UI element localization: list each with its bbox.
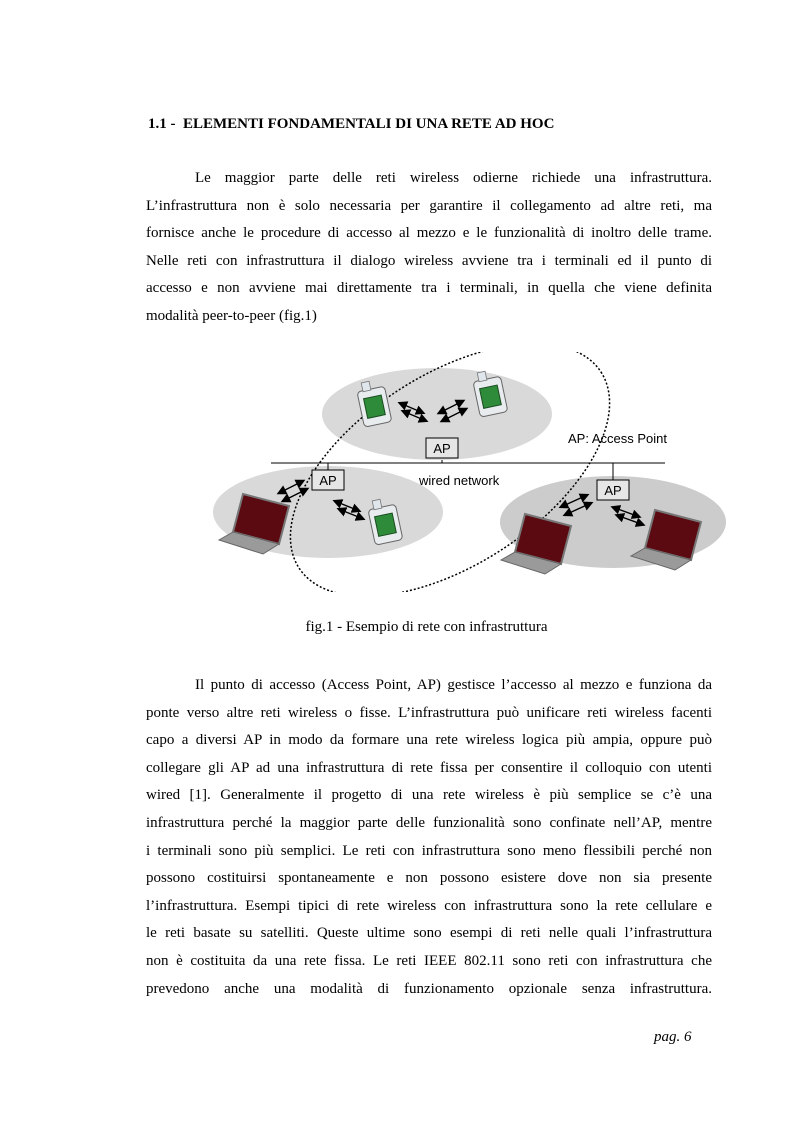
paragraph-line: Le maggior parte delle reti wireless odierne richiede una infrastruttura. xyxy=(195,170,712,186)
paragraph-intro xyxy=(146,165,712,331)
paragraph-line: infrastruttura perché la maggior parte delle funzionalità sono confinate nell’AP, mentre xyxy=(146,814,712,831)
paragraph-line: non è costituita da una rete fissa. Le reti IEEE 802.11 sono reti con infrastruttura che xyxy=(146,952,712,969)
network-figure xyxy=(205,352,735,592)
page-number: pag. 6 xyxy=(654,1029,692,1045)
paragraph-line: possono costituirsi spontaneamente e non possono esistere dove non sia presente xyxy=(146,870,712,887)
paragraph-line: accesso e non avviene mai direttamente tra i terminali, in quella che viene definita xyxy=(146,280,712,297)
paragraph-line: collegare gli AP ad una infrastruttura di rete fissa per consentire il colloquio con utenti xyxy=(146,759,712,776)
figure-caption: fig.1 - Esempio di rete con infrastruttura xyxy=(305,619,548,635)
paragraph-line: wired [1]. Generalmente il progetto di una rete wireless è più semplice se c’è una xyxy=(146,787,712,804)
svg-text:AP: AP xyxy=(319,473,337,488)
paragraph-line: i terminali sono più semplici. Le reti con infrastruttura sono meno flessibili perché non xyxy=(146,842,712,859)
paragraph-line: L’infrastruttura non è solo necessaria per garantire il collegamento ad altre reti, ma xyxy=(146,197,712,214)
svg-text:AP: AP xyxy=(604,483,622,498)
wired-network-label: wired network xyxy=(419,473,500,488)
legend-access-point: AP: Access Point xyxy=(568,431,667,446)
section-heading: 1.1 - ELEMENTI FONDAMENTALI DI UNA RETE AD HOC xyxy=(148,116,555,132)
svg-text:AP: AP xyxy=(433,441,451,456)
paragraph-access-point xyxy=(146,672,712,1003)
access-point-left xyxy=(312,470,344,490)
access-point-right xyxy=(597,480,629,500)
paragraph-line: ponte verso altre reti wireless o fisse. L’infrastruttura può unificare reti wireless facenti xyxy=(146,704,712,721)
paragraph-line: fornisce anche le procedure di accesso al mezzo e le funzionalità di inoltro delle trame. xyxy=(146,225,712,242)
paragraph-line: Il punto di accesso (Access Point, AP) gestisce l’accesso al mezzo e funziona da xyxy=(195,677,712,693)
paragraph-line: capo a diversi AP in modo da formare una rete wireless logica più ampia, oppure può xyxy=(146,732,712,749)
paragraph-line: le reti basate su satelliti. Queste ultime sono esempi di reti nelle quali l’infrastruttura xyxy=(146,925,712,942)
paragraph-line: prevedono anche una modalità di funzionamento opzionale senza infrastruttura. xyxy=(146,980,712,997)
paragraph-line: l’infrastruttura. Esempi tipici di rete wireless con infrastruttura sono la rete cellulare e xyxy=(146,897,712,914)
access-point-top xyxy=(426,438,458,458)
paragraph-line: Nelle reti con infrastruttura il dialogo wireless avviene tra i terminali ed il punto di xyxy=(146,252,712,269)
paragraph-line: modalità peer-to-peer (fig.1) xyxy=(146,307,317,324)
infrastructure-diagram xyxy=(205,352,735,592)
